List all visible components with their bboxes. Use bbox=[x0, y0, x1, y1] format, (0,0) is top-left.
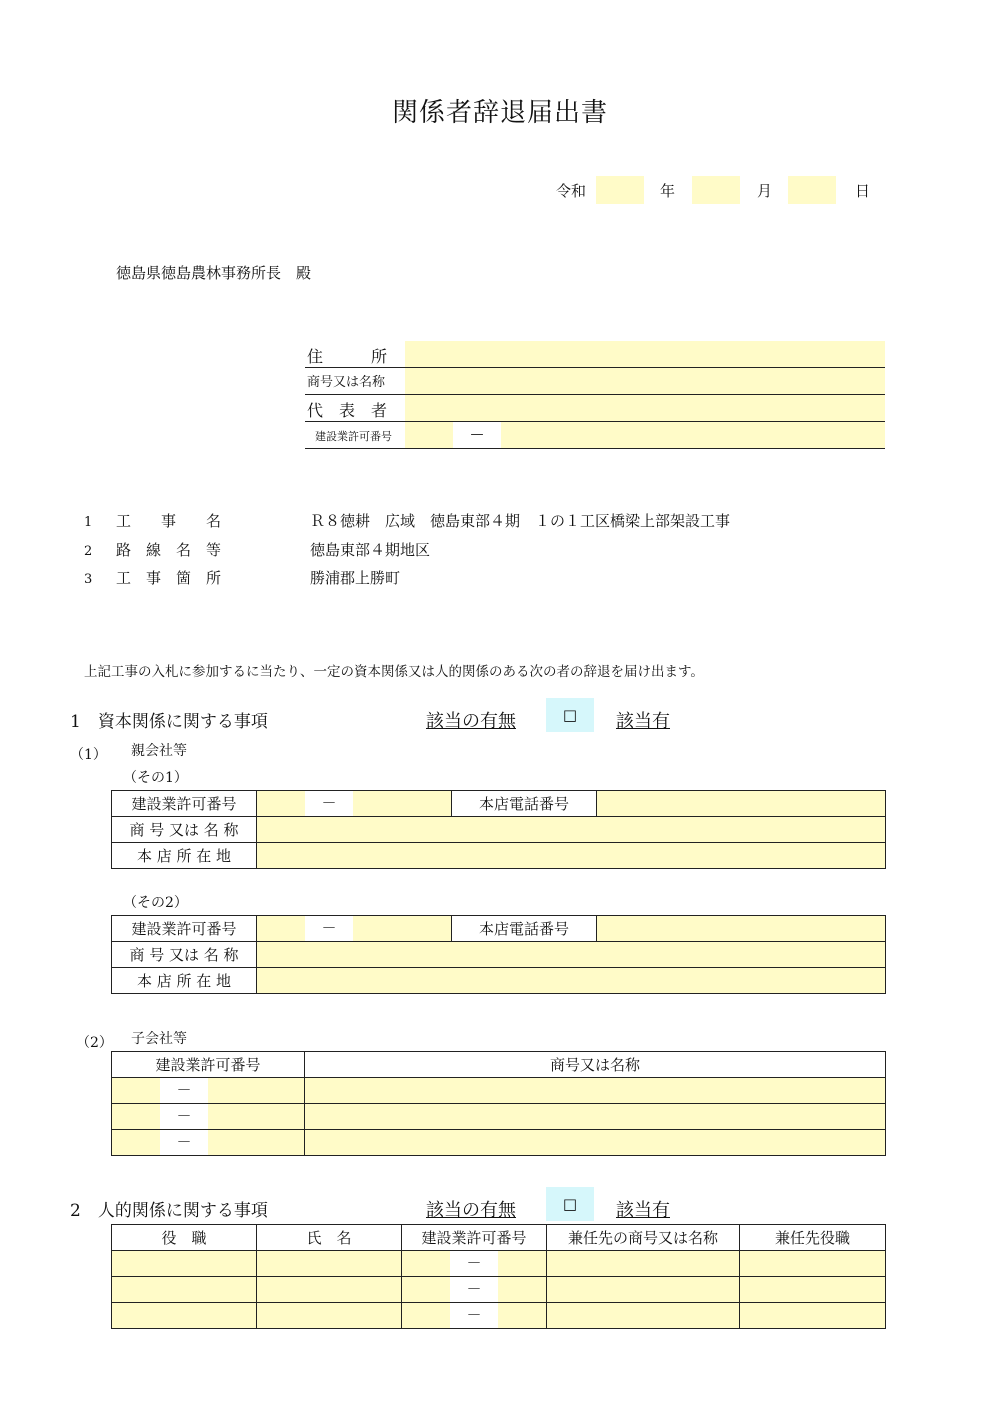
section1-checkbox[interactable]: □ bbox=[546, 698, 594, 732]
parent1-phone-input[interactable] bbox=[597, 791, 886, 817]
concurrent-company-input[interactable] bbox=[547, 1251, 740, 1277]
section2-presence-label: 該当の有無 bbox=[426, 1200, 516, 1221]
location-label: 工 事 箇 所 bbox=[116, 569, 222, 587]
statement: 上記工事の入札に参加するに当たり、一定の資本関係又は人的関係のある次の者の辞退を届け出ます。 bbox=[84, 664, 704, 680]
project-name-value: Ｒ８徳耕 広域 徳島東部４期 １の１工区橋梁上部架設工事 bbox=[310, 512, 731, 530]
address-label: 住 所 bbox=[307, 347, 388, 366]
license-input[interactable]: － bbox=[402, 1251, 547, 1277]
position-input[interactable] bbox=[112, 1277, 257, 1303]
project-name-label: 工 事 名 bbox=[116, 512, 222, 530]
license-label: 建設業許可番号 bbox=[315, 430, 392, 443]
section2-applicable: 該当有 bbox=[616, 1200, 670, 1221]
name-header: 氏 名 bbox=[257, 1225, 402, 1251]
name-input[interactable] bbox=[257, 1303, 402, 1329]
name-input[interactable] bbox=[257, 1277, 402, 1303]
trade-name-label: 商号又は名称 bbox=[307, 375, 386, 390]
parent2-phone-input[interactable] bbox=[597, 916, 886, 942]
project-info: 1 工 事 名 Ｒ８徳耕 広域 徳島東部４期 １の１工区橋梁上部架設工事 2 路 線 名 等 徳島東部４期地区 3 工 事 箇 所 勝浦郡上勝町 bbox=[84, 508, 730, 594]
parent1-location-input[interactable] bbox=[257, 843, 886, 869]
parent2-table bbox=[111, 915, 886, 994]
section1-presence-label: 該当の有無 bbox=[426, 711, 516, 732]
name-label: 商 号 又は 名 称 bbox=[112, 942, 257, 968]
personnel-table bbox=[111, 1224, 886, 1329]
concurrent-company-header: 兼任先の商号又は名称 bbox=[547, 1225, 740, 1251]
month-input[interactable] bbox=[692, 176, 740, 204]
month-label: 月 bbox=[757, 182, 773, 200]
sub-name-input[interactable] bbox=[305, 1104, 886, 1130]
addressee: 徳島県徳島農林事務所長 殿 bbox=[116, 264, 312, 282]
concurrent-position-input[interactable] bbox=[740, 1251, 886, 1277]
year-input[interactable] bbox=[596, 176, 644, 204]
concurrent-company-input[interactable] bbox=[547, 1277, 740, 1303]
sub-name-input[interactable] bbox=[305, 1130, 886, 1156]
sub2-num: （2） bbox=[76, 1035, 113, 1051]
sub1-num: （1） bbox=[70, 747, 107, 763]
year-label: 年 bbox=[660, 182, 676, 200]
concurrent-position-header: 兼任先役職 bbox=[740, 1225, 886, 1251]
applicant-name-input[interactable] bbox=[405, 368, 885, 394]
concurrent-company-input[interactable] bbox=[547, 1303, 740, 1329]
location-value: 勝浦郡上勝町 bbox=[310, 569, 401, 587]
sub-name-input[interactable] bbox=[305, 1078, 886, 1104]
concurrent-position-input[interactable] bbox=[740, 1277, 886, 1303]
section1-applicable: 該当有 bbox=[616, 711, 670, 732]
subsidiary-table bbox=[111, 1051, 886, 1156]
location-label: 本 店 所 在 地 bbox=[112, 968, 257, 994]
section2-heading: 2 人的関係に関する事項 bbox=[70, 1201, 268, 1221]
section2-checkbox[interactable]: □ bbox=[546, 1187, 594, 1221]
license-label: 建設業許可番号 bbox=[112, 916, 257, 942]
parent2-location-input[interactable] bbox=[257, 968, 886, 994]
position-header: 役 職 bbox=[112, 1225, 257, 1251]
phone-label: 本店電話番号 bbox=[452, 791, 597, 817]
sub1-label: 親会社等 bbox=[131, 743, 187, 759]
applicant-address-input[interactable] bbox=[405, 341, 885, 367]
name-label: 商 号 又は 名 称 bbox=[112, 817, 257, 843]
parent1-table bbox=[111, 790, 886, 869]
representative-label: 代 表 者 bbox=[307, 401, 388, 420]
position-input[interactable] bbox=[112, 1303, 257, 1329]
license-header: 建設業許可番号 bbox=[402, 1225, 547, 1251]
applicant-address-row bbox=[305, 341, 885, 368]
day-input[interactable] bbox=[788, 176, 836, 204]
sub-license-input[interactable]: － bbox=[112, 1104, 305, 1130]
sub2-label: 子会社等 bbox=[131, 1031, 187, 1047]
route-name-label: 路 線 名 等 bbox=[116, 540, 222, 559]
license-input[interactable]: － bbox=[402, 1303, 547, 1329]
section1-heading: 1 資本関係に関する事項 bbox=[70, 712, 268, 732]
sub-license-input[interactable]: － bbox=[112, 1078, 305, 1104]
era-label: 令和 bbox=[556, 182, 587, 200]
parent1-name-input[interactable] bbox=[257, 817, 886, 843]
page-title: 関係者辞退届出書 bbox=[391, 98, 608, 128]
applicant-license-row bbox=[305, 422, 885, 449]
sub-license-header: 建設業許可番号 bbox=[112, 1052, 305, 1078]
license-label: 建設業許可番号 bbox=[112, 791, 257, 817]
day-label: 日 bbox=[855, 182, 871, 200]
phone-label: 本店電話番号 bbox=[452, 916, 597, 942]
license-input[interactable]: － bbox=[402, 1277, 547, 1303]
parent1-label: （その1） bbox=[123, 770, 188, 786]
parent2-license-input[interactable]: － bbox=[257, 916, 452, 942]
applicant-representative-input[interactable] bbox=[405, 395, 885, 421]
sub-name-header: 商号又は名称 bbox=[305, 1052, 886, 1078]
route-name-value: 徳島東部４期地区 bbox=[310, 540, 431, 559]
license-dash: — bbox=[453, 422, 501, 448]
parent2-name-input[interactable] bbox=[257, 942, 886, 968]
applicant-name-row bbox=[305, 368, 885, 395]
concurrent-position-input[interactable] bbox=[740, 1303, 886, 1329]
position-input[interactable] bbox=[112, 1251, 257, 1277]
parent2-label: （その2） bbox=[123, 895, 188, 911]
location-label: 本 店 所 在 地 bbox=[112, 843, 257, 869]
sub-license-input[interactable]: － bbox=[112, 1130, 305, 1156]
applicant-rep-row bbox=[305, 395, 885, 422]
parent1-license-input[interactable]: － bbox=[257, 791, 452, 817]
name-input[interactable] bbox=[257, 1251, 402, 1277]
